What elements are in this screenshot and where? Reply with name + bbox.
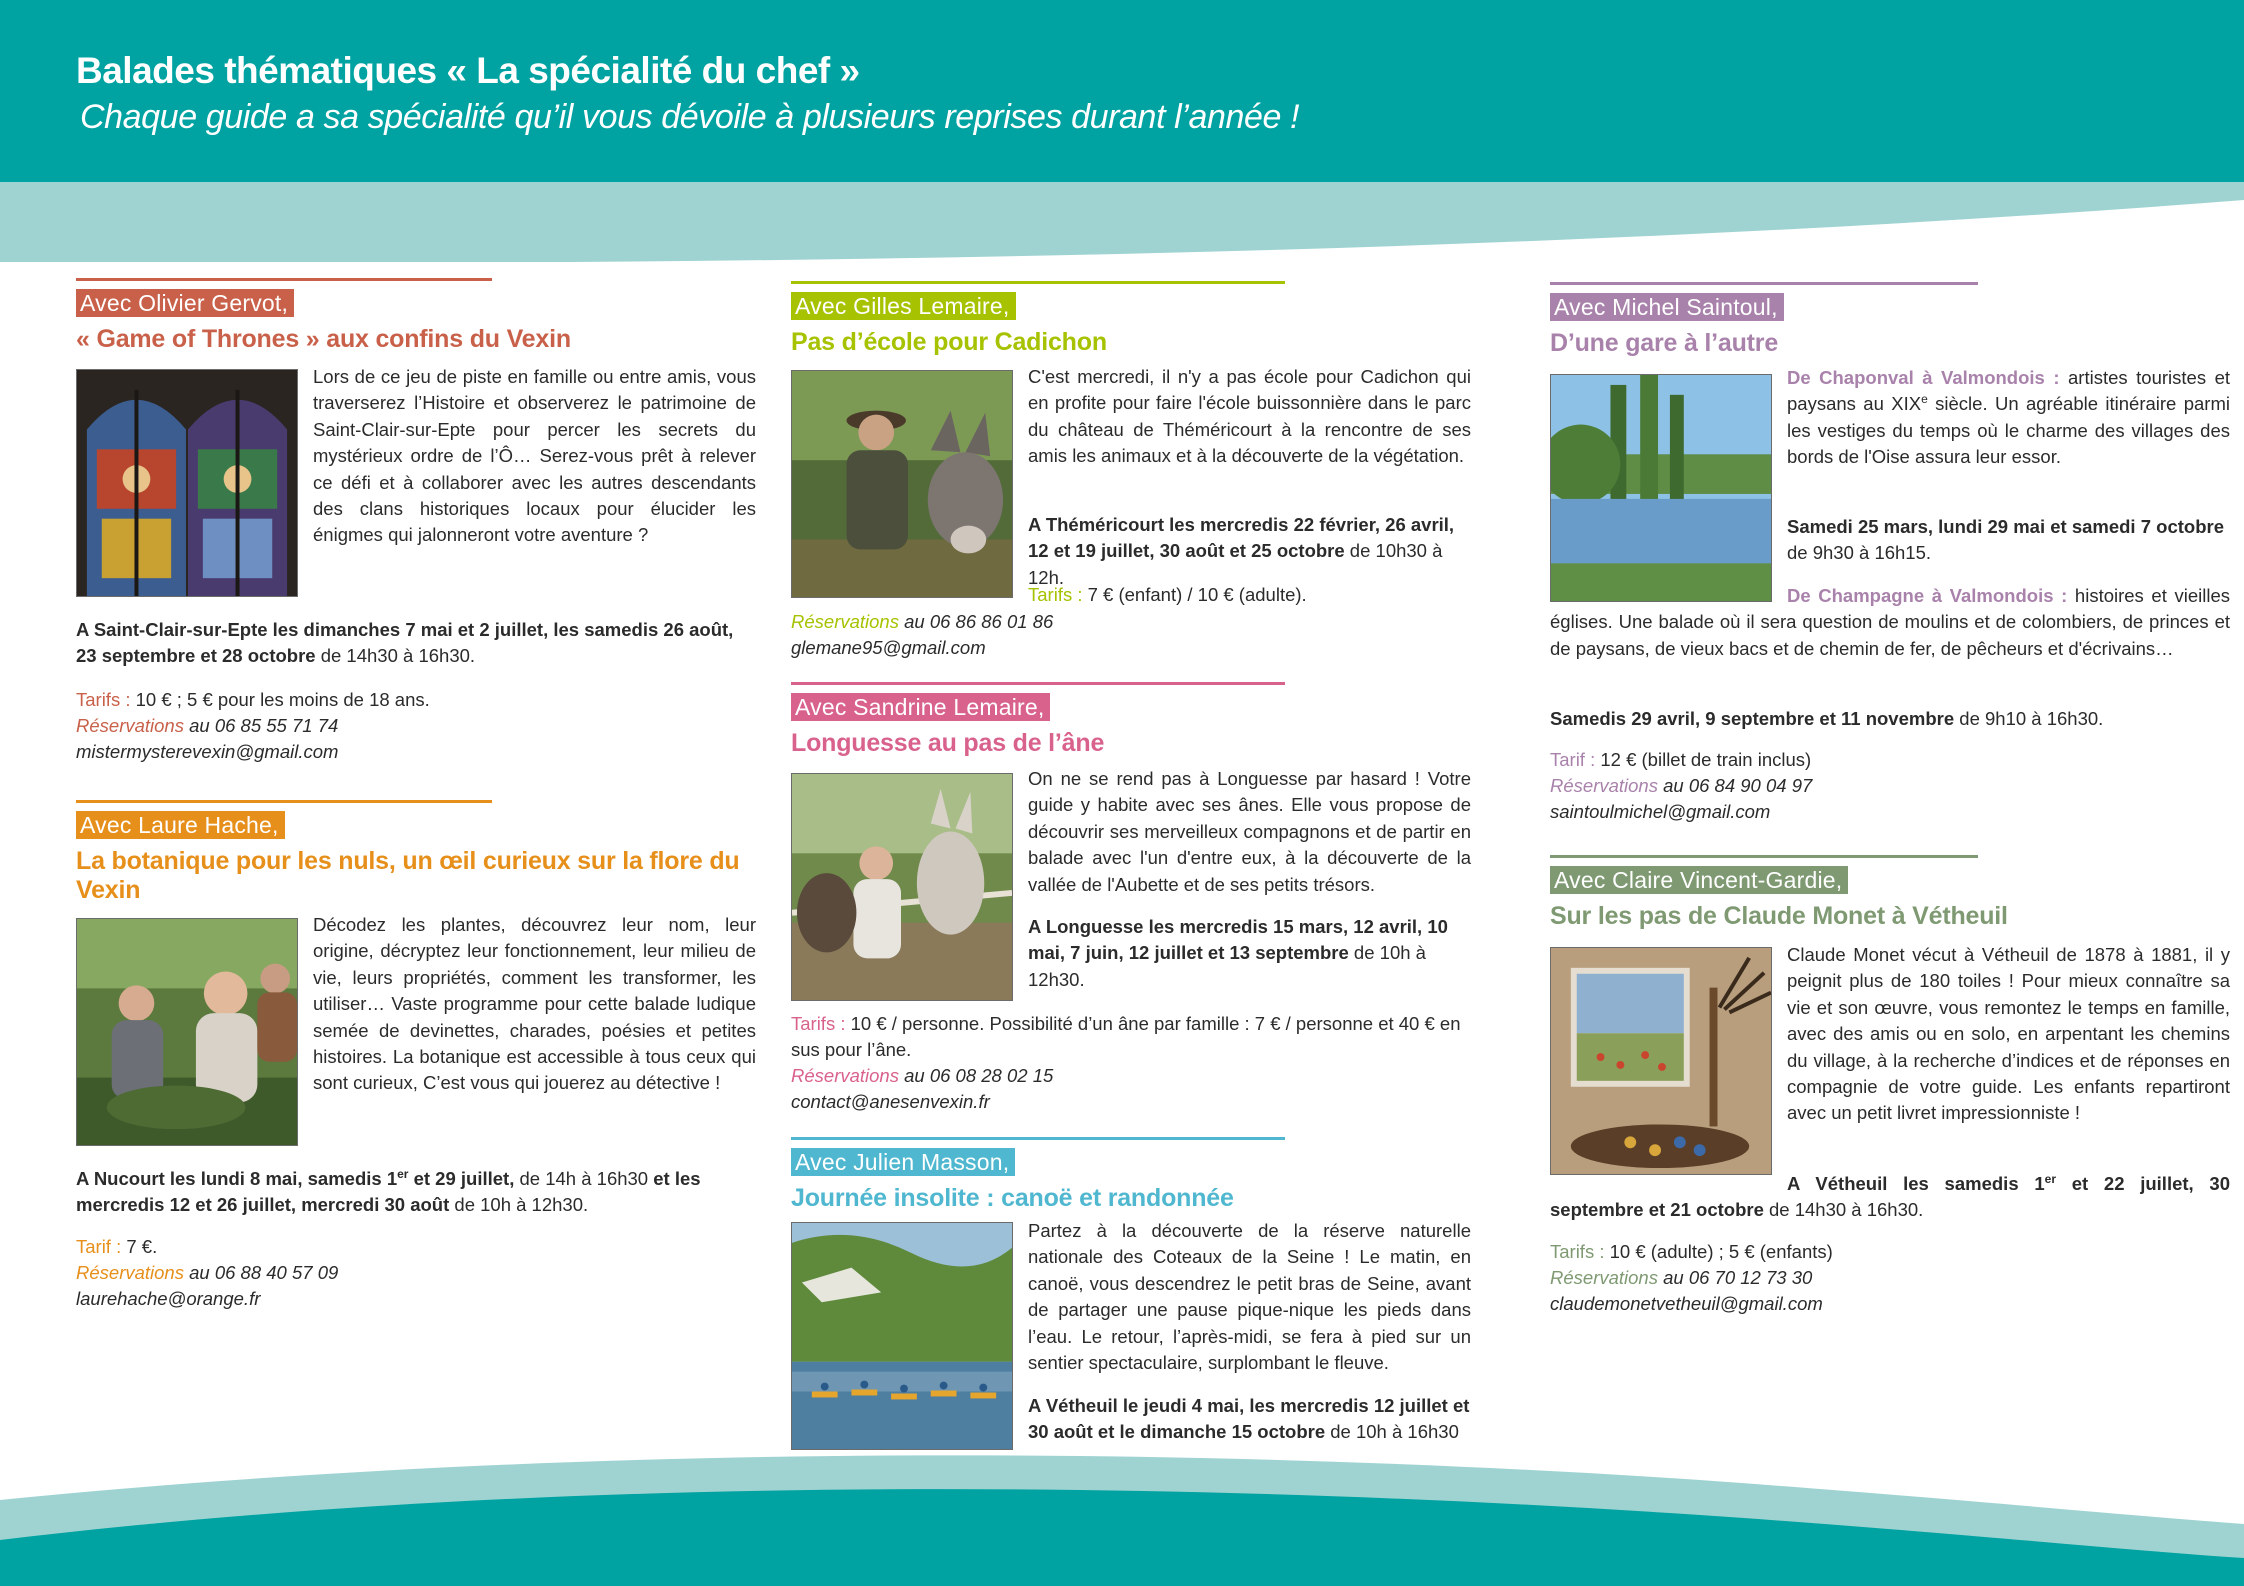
booking-phone: au 06 08 28 02 15 bbox=[898, 1065, 1054, 1086]
tour-price bbox=[76, 1234, 756, 1260]
price-value: 7 €. bbox=[121, 1236, 158, 1257]
route-2-dates bbox=[1550, 706, 2230, 732]
booking-label: Réservations bbox=[791, 611, 899, 632]
booking-phone: au 06 86 86 01 86 bbox=[898, 611, 1054, 632]
dates-hours: de 10h à 12h30. bbox=[449, 1194, 589, 1216]
booking-phone: au 06 88 40 57 09 bbox=[183, 1262, 339, 1283]
divider bbox=[76, 800, 492, 803]
page-subtitle: Chaque guide a sa spécialité qu’il vous dévoile à plusieurs reprises durant l’année ! bbox=[80, 98, 1300, 136]
price-label: Tarifs : bbox=[791, 1013, 846, 1034]
booking-label: Réservations bbox=[1550, 775, 1658, 796]
tour-description: Partez à la découverte de la réserve naturelle nationale des Coteaux de la Seine ! Le matin, en canoë, vous descendrez le petit bras de Seine, avant de partager une pause pique-nique les pieds dans l’eau. Le retour, l’après-midi, se fera à pied sur un sentier spectaculaire, surplombant le fleuve. bbox=[1028, 1220, 1471, 1374]
dates-sup: er bbox=[397, 1166, 409, 1181]
divider bbox=[1550, 855, 1978, 858]
tour-title: D’une gare à l’autre bbox=[1550, 329, 1779, 357]
route-1-dates bbox=[1787, 514, 2230, 567]
guide-name: Avec Sandrine Lemaire, bbox=[791, 693, 1050, 721]
price-label: Tarifs : bbox=[1550, 1241, 1605, 1262]
page-title: Balades thématiques « La spécialité du chef » bbox=[76, 50, 860, 91]
price-value: 7 € (enfant) / 10 € (adulte). bbox=[1082, 584, 1307, 605]
route-label: De Champagne à Valmondois : bbox=[1787, 585, 2068, 606]
tour-booking bbox=[791, 1063, 1471, 1089]
divider bbox=[791, 281, 1285, 284]
dates-part: et les mercredis 12 et 26 juillet, mercredi 30 août bbox=[76, 1168, 701, 1216]
guide-name: Avec Julien Masson, bbox=[791, 1148, 1015, 1176]
botany-group-photo bbox=[76, 918, 298, 1146]
tour-gilles bbox=[791, 281, 1471, 357]
tour-email[interactable]: glemane95@gmail.com bbox=[791, 637, 986, 658]
dates-bold: A Théméricourt les mercredis 22 février, 26 avril, 12 et 19 juillet, 30 août et 25 octobre bbox=[1028, 514, 1455, 562]
route-sup: e bbox=[1921, 392, 1928, 407]
tour-olivier bbox=[76, 278, 756, 354]
booking-phone: au 06 84 90 04 97 bbox=[1657, 775, 1813, 796]
divider bbox=[791, 1137, 1285, 1140]
dates-hours: de 9h10 à 16h30. bbox=[1954, 708, 2104, 729]
tour-title: Pas d’école pour Cadichon bbox=[791, 328, 1107, 356]
tour-booking bbox=[1550, 1265, 2230, 1291]
tour-julien bbox=[791, 1137, 1471, 1213]
stained-glass-photo bbox=[76, 369, 298, 597]
tour-dates bbox=[1028, 914, 1471, 993]
route-text: artistes touristes et paysans au XIX bbox=[1787, 367, 2230, 415]
tour-email[interactable]: laurehache@orange.fr bbox=[76, 1288, 261, 1309]
tour-laure bbox=[76, 800, 756, 905]
dates-hours: de 10h à 16h30 bbox=[1325, 1421, 1459, 1443]
tour-booking bbox=[1550, 773, 2230, 799]
tour-claire bbox=[1550, 855, 2230, 931]
tour-price bbox=[1028, 582, 1471, 608]
tour-description: C'est mercredi, il n'y a pas école pour Cadichon qui en profite pour faire l'école buissonnière dans le parc du château de Théméricourt à la rencontre de ses amis les animaux et à la découverte de la végétation. bbox=[1028, 366, 1471, 467]
booking-label: Réservations bbox=[791, 1065, 899, 1086]
tour-dates bbox=[76, 617, 756, 670]
dates-hours: de 9h30 à 16h15. bbox=[1787, 542, 1932, 564]
tour-price bbox=[791, 1011, 1471, 1064]
dates-hours: de 10h à 12h30. bbox=[1028, 942, 1426, 990]
tour-email[interactable]: contact@anesenvexin.fr bbox=[791, 1091, 990, 1112]
dates-part: A Nucourt les lundi 8 mai, samedis 1 bbox=[76, 1168, 398, 1189]
tour-sandrine bbox=[791, 682, 1471, 758]
tour-title: La botanique pour les nuls, un œil curieux sur la flore du Vexin bbox=[76, 847, 740, 904]
man-with-donkey-photo bbox=[791, 370, 1013, 598]
tour-description: Claude Monet vécut à Vétheuil de 1878 à 1881, il y peignit plus de 180 toiles ! Pour mieux connaître sa vie et son œuvre, vous remontez le temps en famille, avec des amis ou en solo, en arpentant les chemins du village, à la recherche d’indices et de réponses en compagnie de votre guide. Les enfants repartiront avec un petit livret impressionniste ! bbox=[1787, 944, 2230, 1124]
dates-part: et 29 juillet, bbox=[408, 1168, 515, 1189]
tour-dates bbox=[1028, 1393, 1471, 1446]
dates-bold: Samedis 29 avril, 9 septembre et 11 novembre bbox=[1550, 708, 1955, 729]
guide-name: Avec Laure Hache, bbox=[76, 811, 285, 839]
tour-booking bbox=[76, 1260, 756, 1286]
tour-price bbox=[76, 687, 756, 713]
easel-painting-photo bbox=[1550, 947, 1772, 1175]
guide-name: Avec Olivier Gervot, bbox=[76, 289, 294, 317]
route-label: De Chaponval à Valmondois : bbox=[1787, 367, 2060, 388]
tour-dates bbox=[76, 1166, 756, 1219]
footer-wave bbox=[0, 1440, 2244, 1586]
dates-bold: A Vétheuil le jeudi 4 mai, les mercredis 12 juillet et 30 août et le dimanche 15 octobre bbox=[1028, 1395, 1470, 1443]
tour-title: « Game of Thrones » aux confins du Vexin bbox=[76, 325, 571, 353]
price-value: 12 € (billet de train inclus) bbox=[1595, 749, 1812, 770]
dates-bold: Samedi 25 mars, lundi 29 mai et samedi 7 octobre bbox=[1787, 516, 2224, 537]
tour-email[interactable]: claudemonetvetheuil@gmail.com bbox=[1550, 1293, 1823, 1314]
river-landscape-photo bbox=[1550, 374, 1772, 602]
booking-phone: au 06 85 55 71 74 bbox=[183, 715, 339, 736]
tour-title: Longuesse au pas de l’âne bbox=[791, 729, 1105, 757]
tour-title: Journée insolite : canoë et randonnée bbox=[791, 1184, 1234, 1212]
tour-price bbox=[1550, 747, 2230, 773]
price-label: Tarifs : bbox=[1028, 584, 1083, 605]
tour-email[interactable]: mistermysterevexin@gmail.com bbox=[76, 741, 339, 762]
dates-hours: de 14h30 à 16h30. bbox=[315, 645, 476, 667]
booking-label: Réservations bbox=[1550, 1267, 1658, 1288]
tour-description: Décodez les plantes, découvrez leur nom, leur origine, décryptez leur fonctionnement, leur milieu de vie, leurs propriétés, comment les transformer, les utiliser… Vaste programme pour cette balade ludique semée de devinettes, charades, poésies et petites histoires. La botanique est accessible à tous ceux qui sont curieux, C’est vous qui jouerez au détective ! bbox=[313, 914, 756, 1094]
dates-bold: A Saint-Clair-sur-Epte les dimanches 7 mai et 2 juillet, les samedis 26 août, 23 septembre et 28 octobre bbox=[76, 619, 734, 667]
price-value: 10 € ; 5 € pour les moins de 18 ans. bbox=[130, 689, 430, 710]
canoes-on-river-photo bbox=[791, 1222, 1013, 1450]
tour-dates bbox=[1550, 1171, 2230, 1224]
route-1 bbox=[1787, 365, 2230, 471]
divider bbox=[791, 682, 1285, 685]
price-label: Tarif : bbox=[76, 1236, 122, 1257]
route-text: siècle. Un agréable itinéraire parmi les vestiges du temps où le charme des villages des bords de l'Oise assura leur essor. bbox=[1787, 393, 2230, 468]
booking-label: Réservations bbox=[76, 715, 184, 736]
booking-phone: au 06 70 12 73 30 bbox=[1657, 1267, 1813, 1288]
dates-hours: de 14h30 à 16h30. bbox=[1763, 1199, 1924, 1221]
tour-booking bbox=[791, 609, 1471, 635]
price-value: 10 € (adulte) ; 5 € (enfants) bbox=[1604, 1241, 1833, 1262]
tour-price bbox=[1550, 1239, 2230, 1265]
tour-dates bbox=[1028, 512, 1471, 591]
guide-name: Avec Michel Saintoul, bbox=[1550, 293, 1784, 321]
tour-description: Lors de ce jeu de piste en famille ou entre amis, vous traverserez l’Histoire et observerez le patrimoine de Saint-Clair-sur-Epte pour percer les secrets du mystérieux ordre de l’Ô… Serez-vous prêt à relever ce défi et à collaborer avec les autres descendants des clans historiques locaux pour élucider les énigmes qui jalonneront votre aventure ? bbox=[313, 366, 756, 546]
tour-michel bbox=[1550, 282, 2230, 358]
divider bbox=[76, 278, 492, 281]
dates-part: A Vétheuil les samedis 1 bbox=[1787, 1173, 2045, 1194]
dates-sup: er bbox=[2044, 1171, 2056, 1186]
guide-name: Avec Gilles Lemaire, bbox=[791, 292, 1016, 320]
guide-name: Avec Claire Vincent-Gardie, bbox=[1550, 866, 1848, 894]
dates-hours: de 14h à 16h30 bbox=[514, 1168, 654, 1189]
price-value: 10 € / personne. Possibilité d’un âne par famille : 7 € / personne et 40 € en sus pour l’âne. bbox=[791, 1013, 1461, 1061]
divider bbox=[1550, 282, 1978, 285]
route-2 bbox=[1550, 583, 2230, 662]
booking-label: Réservations bbox=[76, 1262, 184, 1283]
tour-email[interactable]: saintoulmichel@gmail.com bbox=[1550, 801, 1771, 822]
tour-title: Sur les pas de Claude Monet à Vétheuil bbox=[1550, 902, 2008, 930]
dates-bold: A Longuesse les mercredis 15 mars, 12 avril, 10 mai, 7 juin, 12 juillet et 13 septembre bbox=[1028, 916, 1448, 964]
dates-part: et 22 juillet, 30 septembre et 21 octobre bbox=[1550, 1173, 2230, 1221]
route-text: histoires et vieilles églises. Une balade où il sera question de moulins et de colombiers, de princes et de paysans, de vieux bacs et de chemin de fer, de pêcheurs et d'écrivains… bbox=[1550, 585, 2230, 659]
tour-description: On ne se rend pas à Longuesse par hasard ! Votre guide y habite avec ses ânes. Elle vous propose de découvrir ses merveilleux compagnons et de partir en balade avec l'un d'entre eux, à la découverte de la vallée de l'Aubette et de ses petits trésors. bbox=[1028, 768, 1471, 895]
dates-hours: de 10h30 à 12h. bbox=[1028, 540, 1443, 588]
tour-booking bbox=[76, 713, 756, 739]
price-label: Tarif : bbox=[1550, 749, 1596, 770]
woman-with-donkeys-photo bbox=[791, 773, 1013, 1001]
price-label: Tarifs : bbox=[76, 689, 131, 710]
